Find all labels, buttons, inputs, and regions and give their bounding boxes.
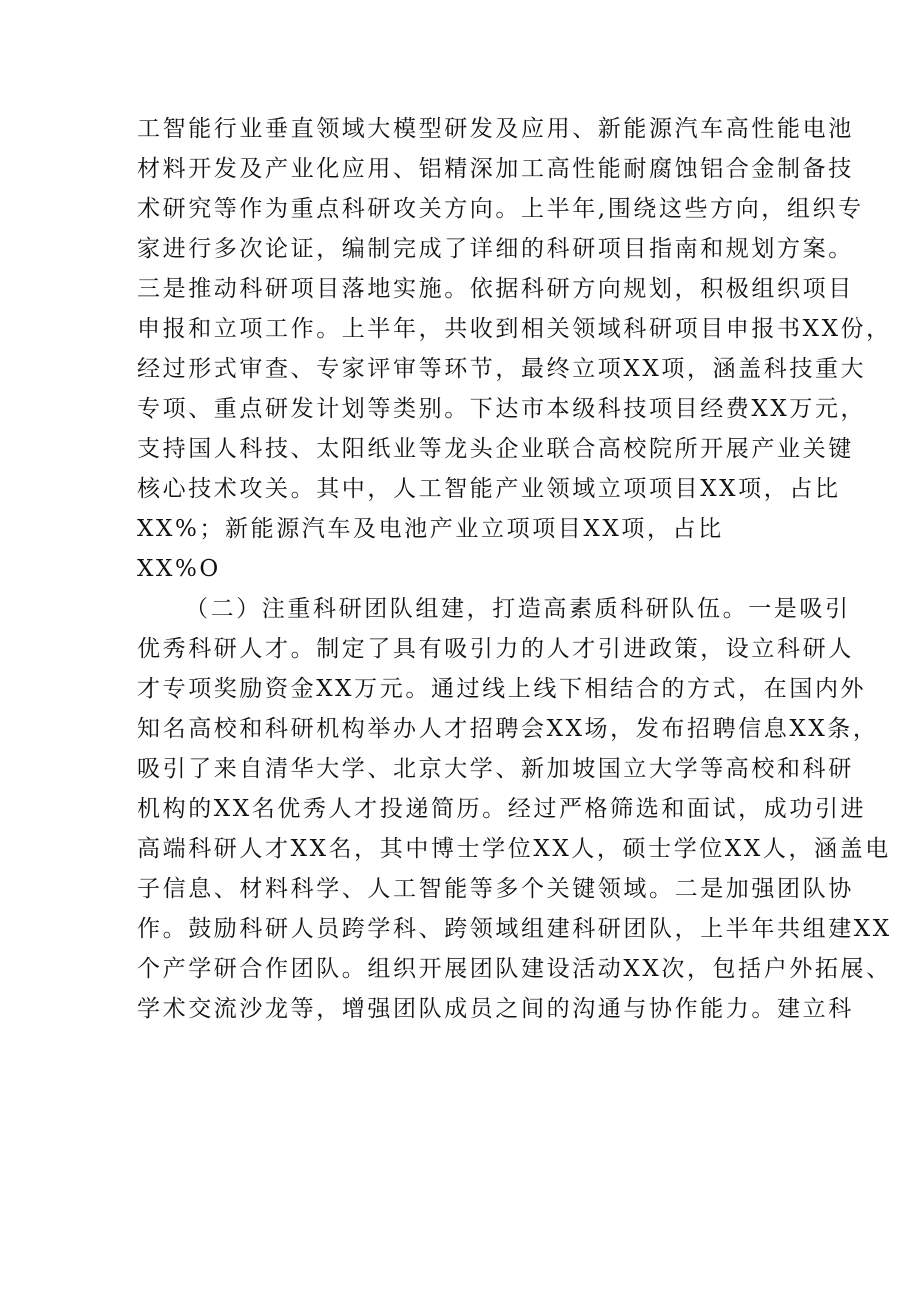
text-line: 支持国人科技、太阳纸业等龙头企业联合高校院所开展产业关键	[137, 436, 854, 462]
text-line: 术研究等作为重点科研攻关方向。上半年,围绕这些方向，组织专	[137, 196, 864, 222]
text-line: XX%；新能源汽车及电池产业立项项目XX项，占比	[137, 516, 724, 542]
text-line: XX%O	[137, 556, 221, 582]
text-line: 机构的XX名优秀人才投递简历。经过严格筛选和面试，成功引进	[137, 796, 867, 822]
text-line: 经过形式审查、专家评审等环节，最终立项XX项，涵盖科技重大	[137, 356, 867, 382]
text-line: 优秀科研人才。制定了具有吸引力的人才引进政策，设立科研人	[137, 636, 854, 662]
text-line: 材料开发及产业化应用、铝精深加工高性能耐腐蚀铝合金制备技	[137, 156, 854, 182]
text-line: 学术交流沙龙等，增强团队成员之间的沟通与协作能力。建立科	[137, 996, 854, 1022]
text-line: 个产学研合作团队。组织开展团队建设活动XX次，包括户外拓展、	[137, 956, 892, 982]
text-line: 专项、重点研发计划等类别。下达市本级科技项目经费XX万元，	[137, 396, 867, 422]
text-line: 高端科研人才XX名，其中博士学位XX人，硕士学位XX人，涵盖电	[137, 836, 891, 862]
text-line: 作。鼓励科研人员跨学科、跨领域组建科研团队，上半年共组建XX	[137, 916, 892, 942]
text-line: 核心技术攻关。其中，人工智能产业领域立项项目XX项，占比	[137, 476, 841, 502]
text-line: 申报和立项工作。上半年，共收到相关领域科研项目申报书XX份，	[137, 316, 892, 342]
text-line: 才专项奖励资金XX万元。通过线上线下相结合的方式，在国内外	[137, 676, 867, 702]
text-line: 子信息、材料科学、人工智能等多个关键领域。二是加强团队协	[137, 876, 854, 902]
text-line: 知名高校和科研机构举办人才招聘会XX场，发布招聘信息XX条，	[137, 716, 879, 742]
text-line: 三是推动科研项目落地实施。依据科研方向规划，积极组织项目	[137, 276, 854, 302]
text-line: 家进行多次论证，编制完成了详细的科研项目指南和规划方案。	[137, 236, 854, 262]
text-line: 吸引了来自清华大学、北京大学、新加坡国立大学等高校和科研	[137, 756, 854, 782]
paragraph-heading-line: （二）注重科研团队组建，打造高素质科研队伍。一是吸引	[185, 596, 851, 622]
text-line: 工智能行业垂直领域大模型研发及应用、新能源汽车高性能电池	[137, 116, 854, 142]
